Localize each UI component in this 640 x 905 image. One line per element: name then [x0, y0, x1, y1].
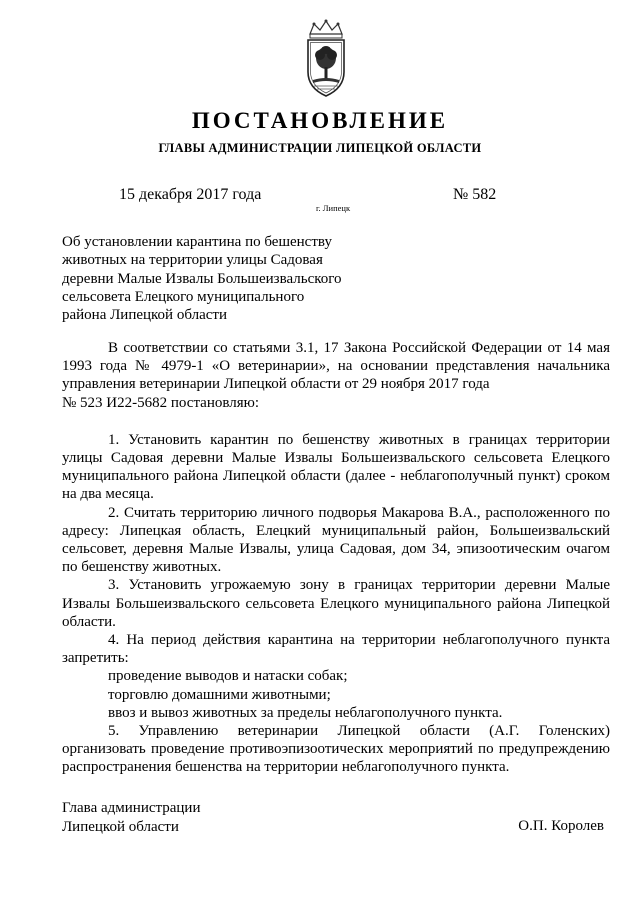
subject-line: животных на территории улицы Садовая — [62, 252, 323, 269]
paragraph-3: 3. Установить угрожаемую зону в границах территории деревни Малые Извалы Большеизвальского сельсовета Елецкого муниципального района Липецкой области. — [62, 577, 610, 630]
paragraph-1: 1. Установить карантин по бешенству животных в границах территории улицы Садовая деревни Малые Извалы Большеизвальского сельсовета Елецкого муниципального района Липецкой области (далее - неблагополучный пункт) сроком на два месяца. — [62, 431, 610, 503]
subject-line: сельсовета Елецкого муниципального — [62, 288, 305, 305]
subject-line: деревни Малые Извалы Большеизвальского — [62, 270, 342, 287]
prohibition-item: проведение выводов и натаски собак; — [108, 668, 348, 685]
document-number: № 582 — [453, 186, 497, 203]
preamble-last-line: № 523 И22-5682 постановляю: — [62, 394, 260, 411]
paragraph-5-line-2: организовать проведение противоэпизоотических мероприятий по предупреждению — [62, 741, 610, 758]
paragraph-5-line-1: 5. Управлению ветеринарии Липецкой области (А.Г. Голенских) — [108, 723, 610, 740]
coat-of-arms-emblem — [296, 18, 356, 100]
document-city: г. Липецк — [316, 203, 351, 213]
document-body — [62, 339, 610, 777]
document-title: ПОСТАНОВЛЕНИЕ — [191, 108, 449, 133]
paragraph-2: 2. Считать территорию личного подворья Макарова В.А., расположенного по адресу: Липецкая область, Елецкий муниципальный район, Большеизвальский сельсовет, деревня Малые Извалы, улица Садовая, дом 34, эпизоотическим очагом по бешенству животных. — [62, 504, 610, 576]
paragraph-4: 4. На период действия карантина на территории неблагополучного пункта запретить: — [62, 632, 610, 667]
prohibition-item: ввоз и вывоз животных за пределы неблагополучного пункта. — [108, 704, 503, 721]
preamble-paragraph: В соответствии со статьями 3.1, 17 Закона Российской Федерации от 14 мая 1993 года № 4979-1 «О ветеринарии», на основании представления начальника управления ветеринарии Липецкой области от 29 ноября 2017 года — [62, 340, 610, 393]
signatory-name: О.П. Королев — [518, 818, 604, 834]
prohibition-item: торговлю домашними животными; — [108, 686, 331, 703]
signatory-position-line: Липецкой области — [62, 819, 179, 835]
signatory-position-line: Глава администрации — [62, 800, 201, 816]
document-subtitle: ГЛАВЫ АДМИНИСТРАЦИИ ЛИПЕЦКОЙ ОБЛАСТИ — [158, 141, 482, 155]
subject-line: Об установлении карантина по бешенству — [62, 234, 332, 250]
document-subject — [62, 233, 362, 324]
document-date: 15 декабря 2017 года — [119, 186, 262, 203]
subject-line: района Липецкой области — [62, 307, 227, 324]
paragraph-5-line-3: распространения бешенства на территории неблагополучного пункта. — [62, 759, 510, 776]
signatory-position — [62, 799, 200, 837]
